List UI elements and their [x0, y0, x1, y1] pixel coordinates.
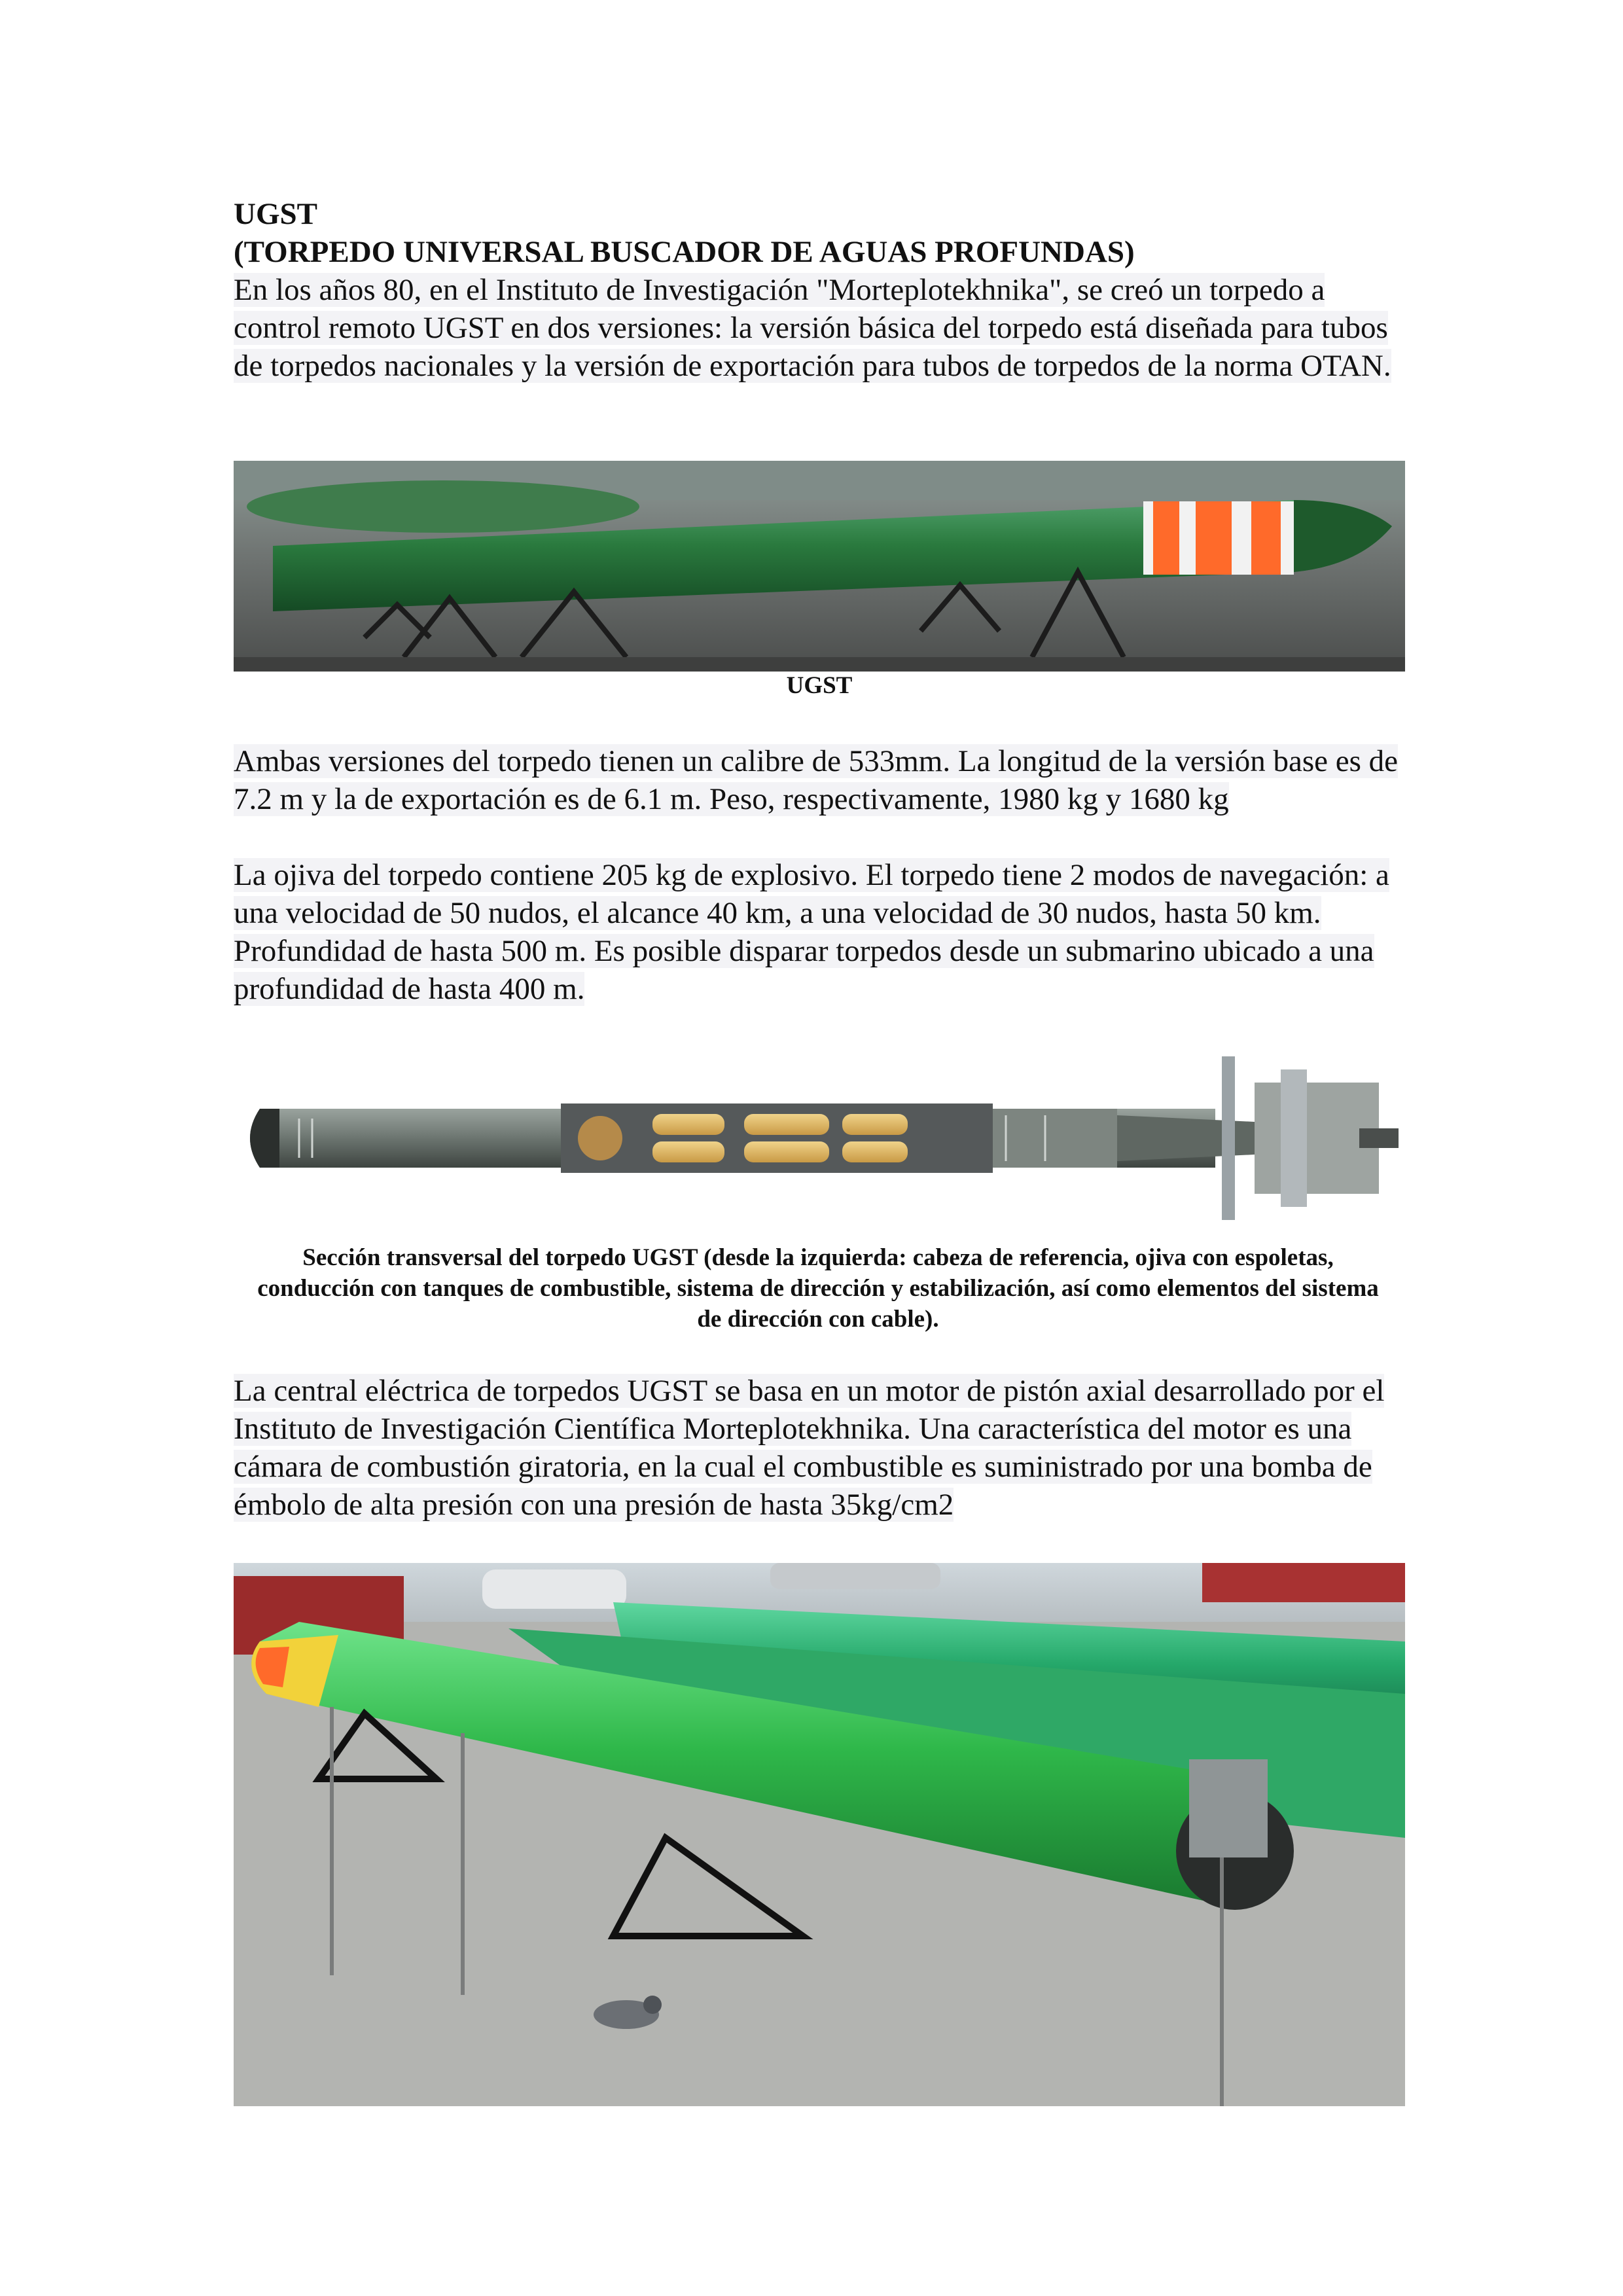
- cross-section-diagram: [234, 1043, 1405, 1233]
- paragraph-engine: [234, 1372, 1412, 1524]
- paragraph-specs: [234, 742, 1412, 818]
- doc-subtitle: (TORPEDO UNIVERSAL BUSCADOR DE AGUAS PROFUNDAS): [234, 235, 1135, 269]
- torpedo-photo-2: [234, 1563, 1405, 2106]
- paragraph-warhead-text: La ojiva del torpedo contiene 205 kg de explosivo. El torpedo tiene 2 modos de navegación: a una velocidad de 50 nudos, el alcance 40 km, a una velocidad de 30 nudos, hasta 50 km. Profundidad de hasta 500 m. Es posible disparar torpedos desde un submarino ubicado a una profundidad de hasta 400 m.: [234, 858, 1389, 1006]
- torpedo-photo-1: [234, 461, 1405, 672]
- caption-photo-1: UGST: [786, 672, 853, 699]
- doc-title: UGST: [234, 197, 317, 231]
- paragraph-warhead: [234, 856, 1412, 1008]
- paragraph-intro: [234, 271, 1412, 385]
- paragraph-intro-text: En los años 80, en el Instituto de Investigación "Morteplotekhnika", se creó un torpedo a control remoto UGST en dos versiones: la versión básica del torpedo está diseñada para tubos de torpedos nacionales y la versión de exportación para tubos de torpedos de la norma OTAN.: [234, 273, 1391, 383]
- paragraph-engine-text: La central eléctrica de torpedos UGST se basa en un motor de pistón axial desarrollado por el Instituto de Investigación Científica Morteplotekhnika. Una característica del motor es una cámara de combustión giratoria, en la cual el combustible es suministrado por una bomba de émbolo de alta presión con una presión de hasta 35kg/cm2: [234, 1374, 1385, 1522]
- caption-cross-section: Sección transversal del torpedo UGST (desde la izquierda: cabeza de referencia, ojiva con espoletas, conducción con tanques de combustible, sistema de dirección y estabilización, así como elementos del sistema de dirección con cable).: [257, 1244, 1379, 1333]
- paragraph-specs-text: Ambas versiones del torpedo tienen un calibre de 533mm. La longitud de la versión base es de 7.2 m y la de exportación es de 6.1 m. Peso, respectivamente, 1980 kg y 1680 kg: [234, 744, 1398, 816]
